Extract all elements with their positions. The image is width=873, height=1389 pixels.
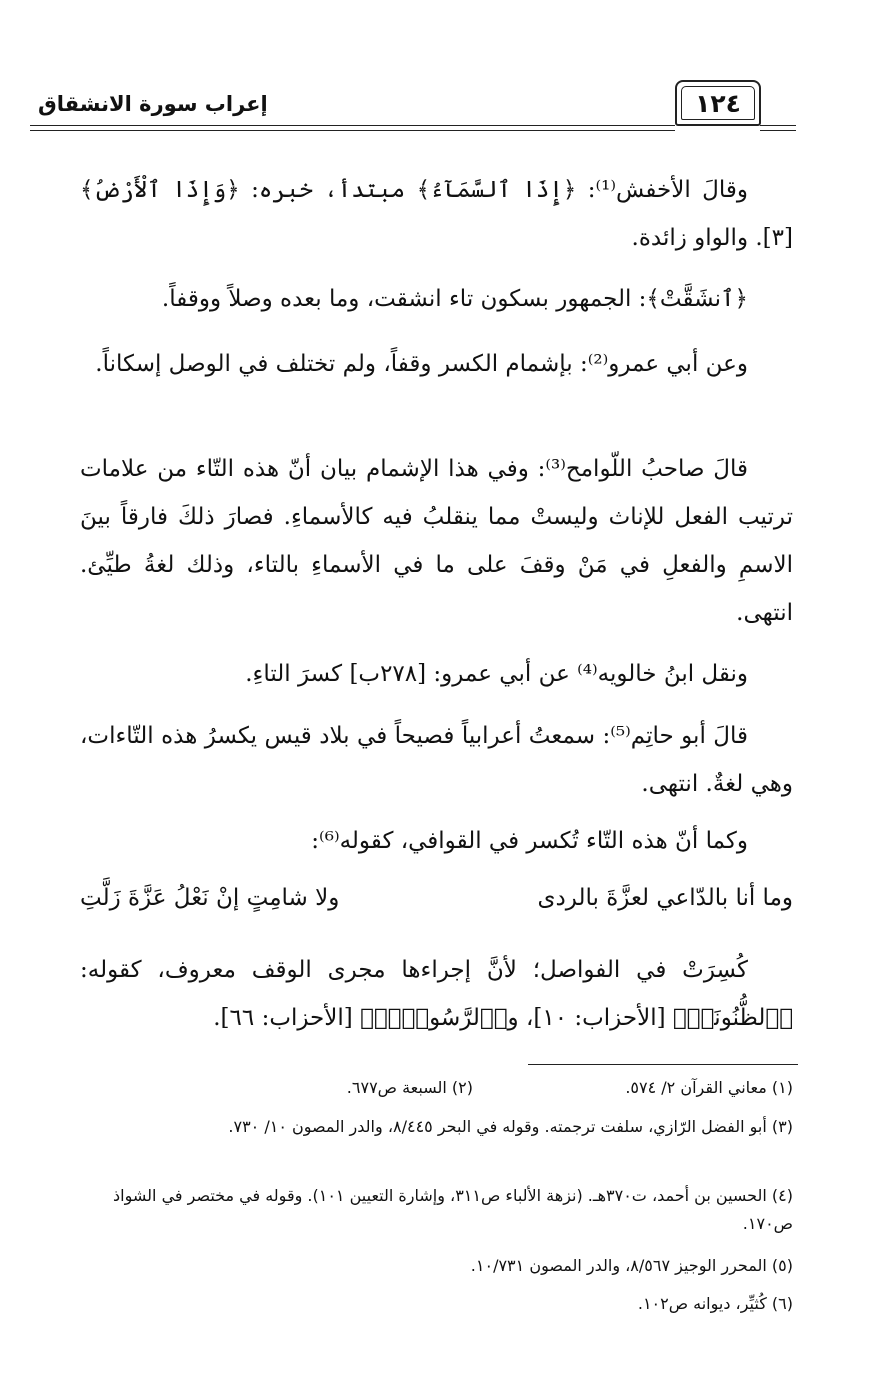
paragraph-7: وكما أنّ هذه التّاء تُكسر في القوافي، كقوله⁽⁶⁾: bbox=[311, 828, 748, 854]
footnote-2: (٢) السبعة ص٦٧٧. bbox=[346, 1078, 473, 1097]
footnote-3: (٣) أبو الفضل الرّازي، سلفت ترجمته. وقوله في البحر ٨/٤٤٥، والدر المصون ١٠/ ٧٣٠. bbox=[228, 1117, 793, 1136]
header-rule-right-bottom bbox=[760, 130, 796, 131]
paragraph-6: قالَ أبو حاتِم⁽⁵⁾: سمعتُ أعرابياً فصيحاً في بلاد قيس يكسرُ هذه التّاءات، وهي لغةٌ. انتهى. bbox=[80, 723, 793, 797]
page-number-badge bbox=[675, 80, 761, 126]
footnote-separator bbox=[528, 1064, 798, 1065]
paragraph-1: وقالَ الأخفش⁽¹⁾: ﴿إِذَا ٱلسَّمَآءُ﴾ مبتدأ، خبره: ﴿وَإِذَا ٱلْأَرْضُ﴾ [٣]. والواو زائدة. bbox=[80, 177, 793, 251]
footnote-1: (١) معاني القرآن ٢/ ٥٧٤. bbox=[625, 1078, 793, 1097]
paragraph-8: كُسِرَتْ في الفواصل؛ لأنَّ إجراءها مجرى الوقف معروف، كقوله: ﴿ٱلظُّنُونَا۠﴾ [الأحزاب: ١٠]، و﴿ٱلرَّسُولَا۠﴾ [الأحزاب: ٦٦]. bbox=[80, 957, 793, 1031]
header-rule-top bbox=[30, 125, 675, 126]
paragraph-5: ونقل ابنُ خالويه⁽⁴⁾ عن أبي عمرو: [٢٧٨ب] كسرَ التاءِ. bbox=[245, 661, 748, 687]
footnote-6: (٦) كُثيِّر، ديوانه ص١٠٢. bbox=[637, 1294, 793, 1313]
footnote-5: (٥) المحرر الوجيز ٨/٥٦٧، والدر المصون ١٠/٧٣١. bbox=[470, 1256, 793, 1275]
verse-second-hemistich: ولا شامِتٍ إنْ نَعْلُ عَزَّةَ زَلَّتِ bbox=[80, 885, 340, 911]
header-rule-right-top bbox=[760, 125, 796, 126]
running-title: إعراب سورة الانشقاق bbox=[38, 92, 268, 116]
footnote-4: (٤) الحسين بن أحمد، ت٣٧٠هـ. (نزهة الألباء ص٣١١، وإشارة التعيين ١٠١). وقوله في مختصر في الشواذ ص١٧٠. bbox=[113, 1186, 793, 1233]
paragraph-2: ﴿ٱنشَقَّتْ﴾: الجمهور بسكون تاء انشقت، وما بعده وصلاً ووقفاً. bbox=[161, 286, 748, 312]
header-rule-bottom bbox=[30, 130, 675, 131]
verse-first-hemistich: وما أنا بالدّاعي لعزَّةَ بالردى bbox=[537, 885, 793, 911]
page-number: ١٢٤ bbox=[695, 88, 741, 118]
paragraph-4: قالَ صاحبُ اللّوامح⁽³⁾: وفي هذا الإشمام بيان أنّ هذه التّاء من علامات ترتيب الفعل للإناث وليستْ مما ينقلبُ فيه كالأسماءِ. فصارَ ذلكَ فارقاً بينَ الاسمِ والفعلِ في مَنْ وقفَ على ما في الأسماءِ بالتاء، وذلك لغةُ طيِّئ. انتهى. bbox=[80, 456, 793, 626]
paragraph-3: وعن أبي عمرو⁽²⁾: بإشمام الكسر وقفاً، ولم تختلف في الوصل إسكاناً. bbox=[95, 351, 748, 377]
